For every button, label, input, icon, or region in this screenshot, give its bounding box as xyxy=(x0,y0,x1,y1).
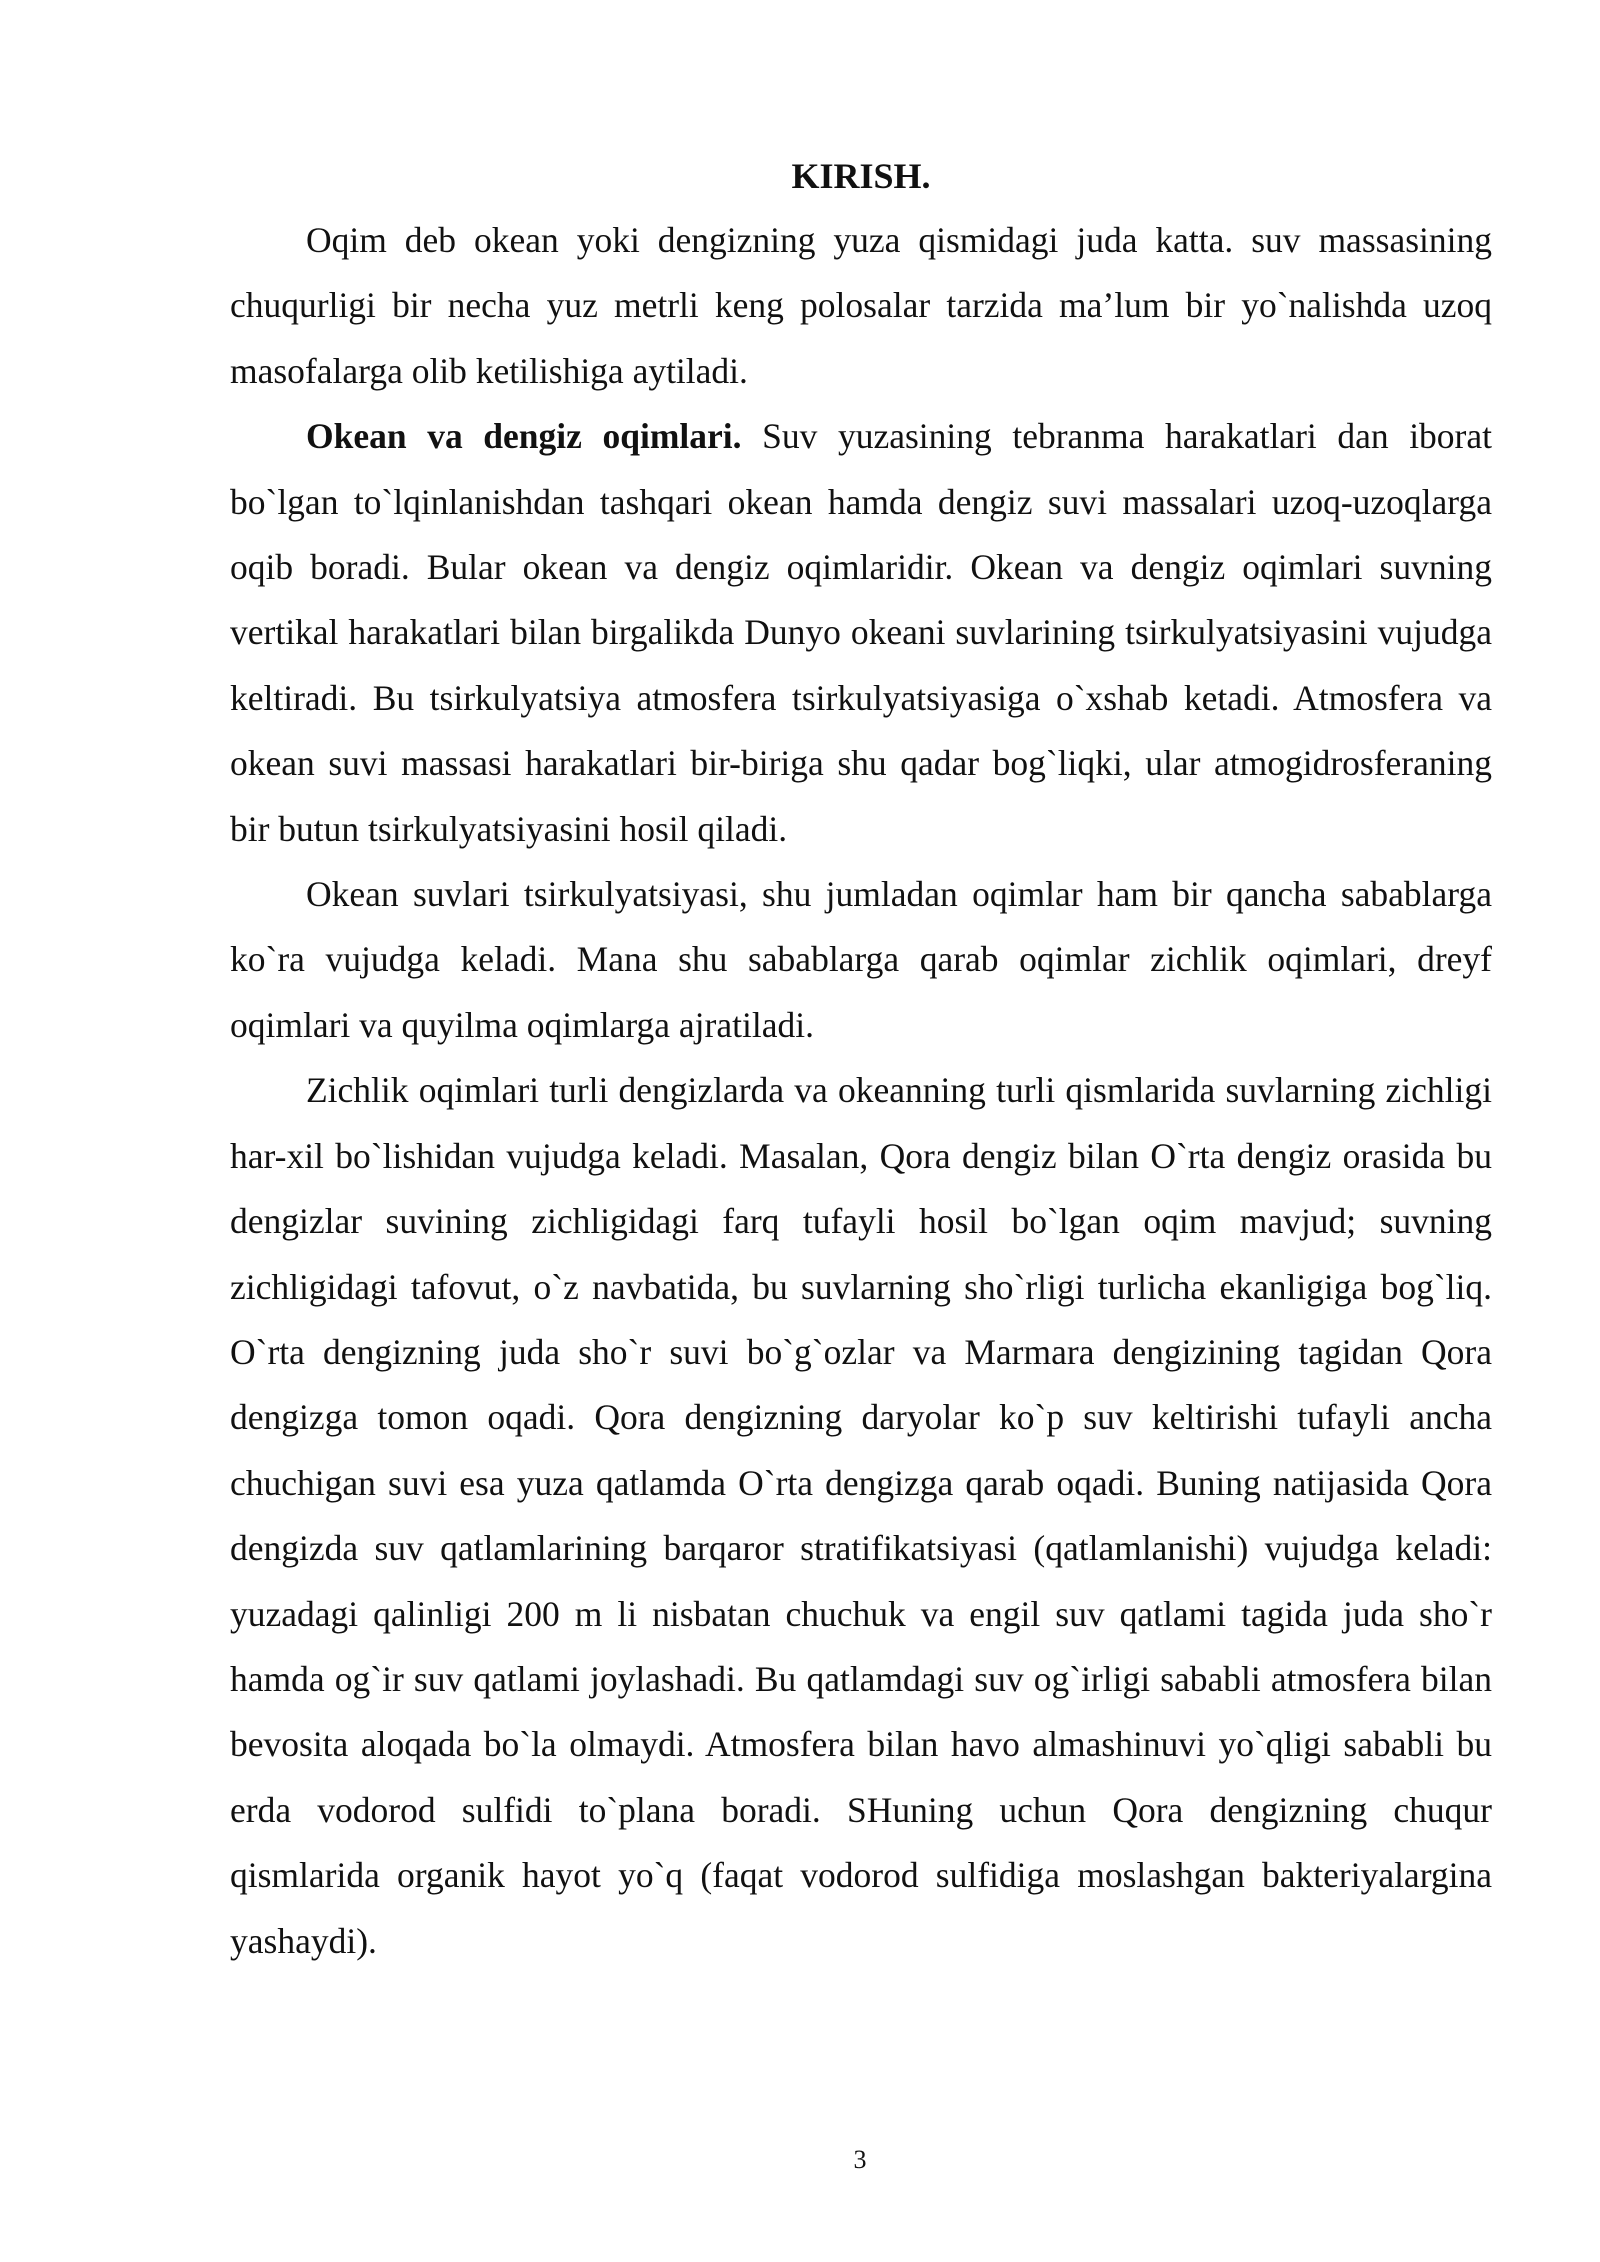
paragraph-4-text: Zichlik oqimlari turli dengizlarda va okeanning turli qismlarida suvlarning zichligi har-xil bo`lishidan vujudga keladi. Masalan, Qora dengiz bilan O`rta dengiz orasida bu dengizlar suvining zichligidagi farq tufayli hosil bo`lgan oqim mavjud; suvning zichligidagi tafovut, o`z navbatida, bu suvlarning sho`rligi turlicha ekanligiga bog`liq. O`rta dengizning juda sho`r suvi bo`g`ozlar va Marmara dengizining tagidan Qora dengizga tomon oqadi. Qora dengizning daryolar ko`p suv keltirishi tufayli ancha chuchigan suvi esa yuza qatlamda O`rta dengizga qarab oqadi. Buning natijasida Qora dengizda suv qatlamlarining barqaror stratifikatsiyasi (qatlamlanishi) vujudga keladi: yuzadagi qalinligi 200 m li nisbatan chuchuk va engil suv qatlami tagida juda sho`r hamda og`ir suv qatlami joylashadi. Bu qatlamdagi suv og`irligi sababli atmosfera bilan bevosita aloqada bo`la olmaydi. Atmosfera bilan havo almashinuvi yo`qligi sababli bu erda vodorod sulfidi to`plana boradi. SHuning uchun Qora dengizning chuqur qismlarida organik hayot yo`q (faqat vodorod sulfidiga moslashgan bakteriyalargina yashaydi). xyxy=(230,1070,1492,1961)
page-number: 3 xyxy=(853,2145,867,2174)
paragraph-3 xyxy=(230,862,1492,1058)
page-title: KIRISH. xyxy=(791,156,931,196)
paragraph-2 xyxy=(230,404,1492,862)
paragraph-1-text: Oqim deb okean yoki dengizning yuza qismidagi juda katta. suv massasining chuqurligi bir necha yuz metrli keng polosalar tarzida ma’lum bir yo`nalishda uzoq masofalarga olib ketilishiga aytiladi. xyxy=(230,220,1492,391)
paragraph-4 xyxy=(230,1058,1492,1974)
paragraph-1 xyxy=(230,208,1492,404)
paragraph-2-heading: Okean va dengiz oqimlari. xyxy=(306,416,742,457)
paragraph-3-text: Okean suvlari tsirkulyatsiyasi, shu jumladan oqimlar ham bir qancha sabablarga ko`ra vujudga keladi. Mana shu sabablarga qarab oqimlar zichlik oqimlari, dreyf oqimlari va quyilma oqimlarga ajratiladi. xyxy=(230,874,1492,1045)
paragraph-2-text: Suv yuzasining tebranma harakatlari dan iborat bo`lgan to`lqinlanishdan tashqari okean hamda dengiz suvi massalari uzoq-uzoqlarga oqib boradi. Bular okean va dengiz oqimlaridir. Okean va dengiz oqimlari suvning vertikal harakatlari bilan birgalikda Dunyo okeani suvlarining tsirkulyatsiyasini vujudga keltiradi. Bu tsirkulyatsiya atmosfera tsirkulyatsiyasiga o`xshab ketadi. Atmosfera va okean suvi massasi harakatlari bir-biriga shu qadar bog`liqki, ular atmogidrosferaning bir butun tsirkulyatsiyasini hosil qiladi. xyxy=(230,416,1492,849)
document-body xyxy=(230,148,1492,1974)
